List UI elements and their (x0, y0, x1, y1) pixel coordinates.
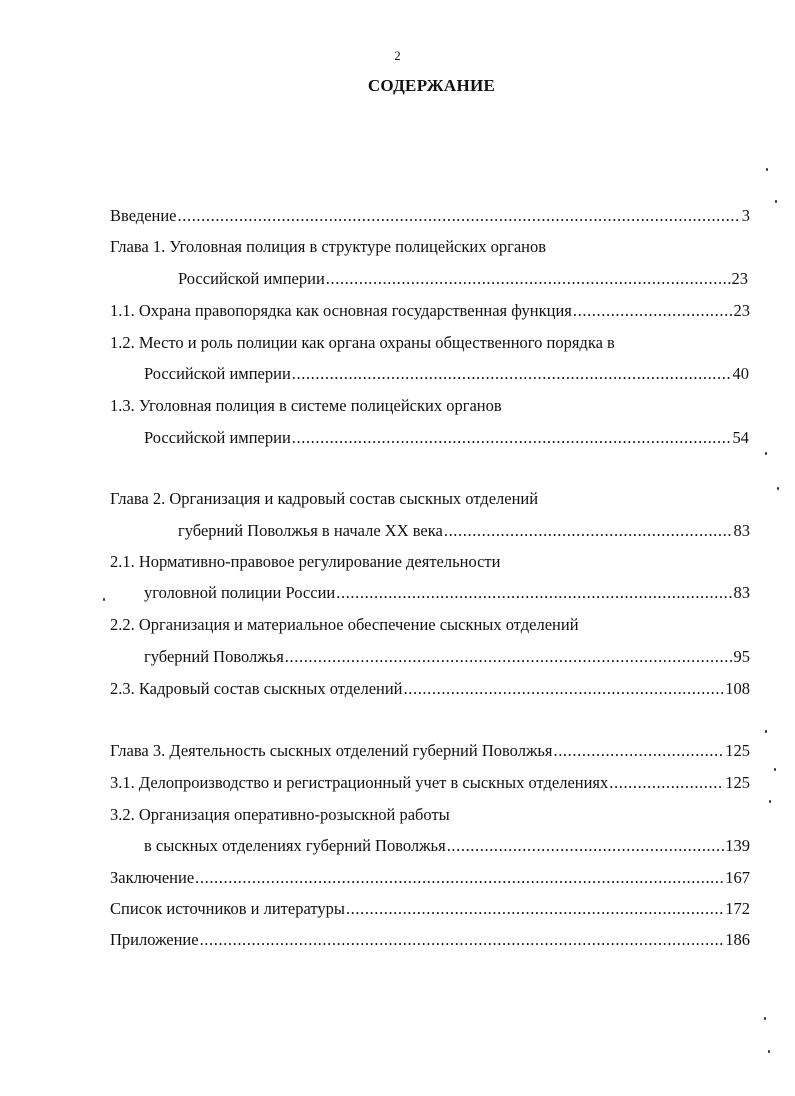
toc-entry-title: уголовной полиции России (144, 583, 336, 602)
toc-section-3-2-title[interactable]: 3.2. Организация оперативно-розыскной работы (110, 805, 450, 824)
toc-entry-1-2[interactable] (144, 364, 749, 384)
toc-page-number: 167 (725, 868, 750, 887)
toc-entry-chapter-3[interactable] (110, 741, 750, 761)
toc-section-2-1-title[interactable]: 2.1. Нормативно-правовое регулирование деятельности (110, 552, 501, 571)
toc-entry-3-2[interactable] (144, 836, 750, 856)
toc-entry-sources[interactable] (110, 899, 750, 919)
scan-speck (765, 730, 767, 733)
toc-entry-title: 2.3. Кадровый состав сыскных отделений (110, 679, 403, 698)
leader-dots (447, 836, 725, 856)
toc-page-number: 125 (725, 741, 750, 760)
toc-entry-1-1[interactable] (110, 301, 750, 321)
toc-entry-3-1[interactable] (110, 773, 750, 793)
leader-dots (573, 301, 733, 321)
toc-entry-appendix[interactable] (110, 930, 750, 950)
toc-entry-chapter-1[interactable] (178, 269, 748, 289)
leader-dots (444, 521, 733, 541)
leader-dots (292, 364, 732, 384)
leader-dots (285, 647, 733, 667)
toc-entry-title: Российской империи (144, 428, 291, 447)
scan-speck (103, 598, 105, 601)
toc-entry-title: Введение (110, 206, 177, 225)
toc-section-1-3-title[interactable]: 1.3. Уголовная полиция в системе полицейских органов (110, 396, 502, 415)
leader-dots (336, 583, 732, 603)
leader-dots (178, 206, 741, 226)
leader-dots (195, 868, 724, 888)
toc-entry-title: Российской империи (178, 269, 325, 288)
toc-entry-title: в сыскных отделениях губерний Поволжья (144, 836, 446, 855)
toc-entry-title: Приложение (110, 930, 199, 949)
toc-entry-title: 3.1. Делопроизводство и регистрационный учет в сыскных отделениях (110, 773, 609, 792)
toc-page-number: 54 (732, 428, 749, 447)
toc-page-number: 83 (733, 583, 750, 602)
toc-entry-chapter-2[interactable] (178, 521, 750, 541)
scan-speck (766, 168, 768, 171)
toc-page-number: 95 (733, 647, 750, 666)
scan-speck (775, 200, 777, 203)
page-number: 2 (394, 48, 401, 63)
toc-entry-2-2[interactable] (144, 647, 750, 667)
leader-dots (609, 773, 724, 793)
page-title: СОДЕРЖАНИЕ (367, 76, 496, 95)
toc-page-number: 186 (725, 930, 750, 949)
toc-page-number: 139 (725, 836, 750, 855)
toc-page-number: 125 (725, 773, 750, 792)
toc-page-number: 23 (731, 269, 748, 288)
scan-speck (774, 768, 776, 771)
toc-page-number: 83 (733, 521, 750, 540)
toc-entry-title: губерний Поволжья (144, 647, 284, 666)
toc-entry-title: Российской империи (144, 364, 291, 383)
scan-speck (765, 452, 767, 455)
scan-speck (764, 1017, 766, 1020)
scan-speck (777, 487, 779, 490)
toc-entry-2-3[interactable] (110, 679, 750, 699)
leader-dots (326, 269, 731, 289)
toc-entry-2-1[interactable] (144, 583, 750, 603)
leader-dots (553, 741, 724, 761)
scan-speck (769, 800, 771, 803)
leader-dots (346, 899, 724, 919)
toc-entry-title: Список источников и литературы (110, 899, 345, 918)
toc-page-number: 23 (733, 301, 750, 320)
toc-section-2-2-title[interactable]: 2.2. Организация и материальное обеспечение сыскных отделений (110, 615, 579, 634)
toc-entry-title: Заключение (110, 868, 195, 887)
toc-entry-conclusion[interactable] (110, 868, 750, 888)
toc-entry-title: 1.1. Охрана правопорядка как основная государственная функция (110, 301, 572, 320)
toc-chapter-1-title[interactable]: Глава 1. Уголовная полиция в структуре полицейских органов (110, 237, 547, 256)
toc-entry-title: Глава 3. Деятельность сыскных отделений губерний Поволжья (110, 741, 553, 760)
toc-page-number: 108 (725, 679, 750, 698)
toc-chapter-2-title[interactable]: Глава 2. Организация и кадровый состав сыскных отделений (110, 489, 539, 508)
toc-page-number: 172 (725, 899, 750, 918)
leader-dots (200, 930, 725, 950)
toc-section-1-2-title[interactable]: 1.2. Место и роль полиции как органа охраны общественного порядка в (110, 333, 615, 352)
leader-dots (292, 428, 732, 448)
toc-entry-1-3[interactable] (144, 428, 749, 448)
toc-page-number: 3 (741, 206, 750, 225)
leader-dots (404, 679, 725, 699)
toc-entry-intro[interactable] (110, 206, 750, 226)
toc-entry-title: губерний Поволжья в начале XX века (178, 521, 443, 540)
scan-speck (768, 1050, 770, 1053)
toc-page-number: 40 (732, 364, 749, 383)
